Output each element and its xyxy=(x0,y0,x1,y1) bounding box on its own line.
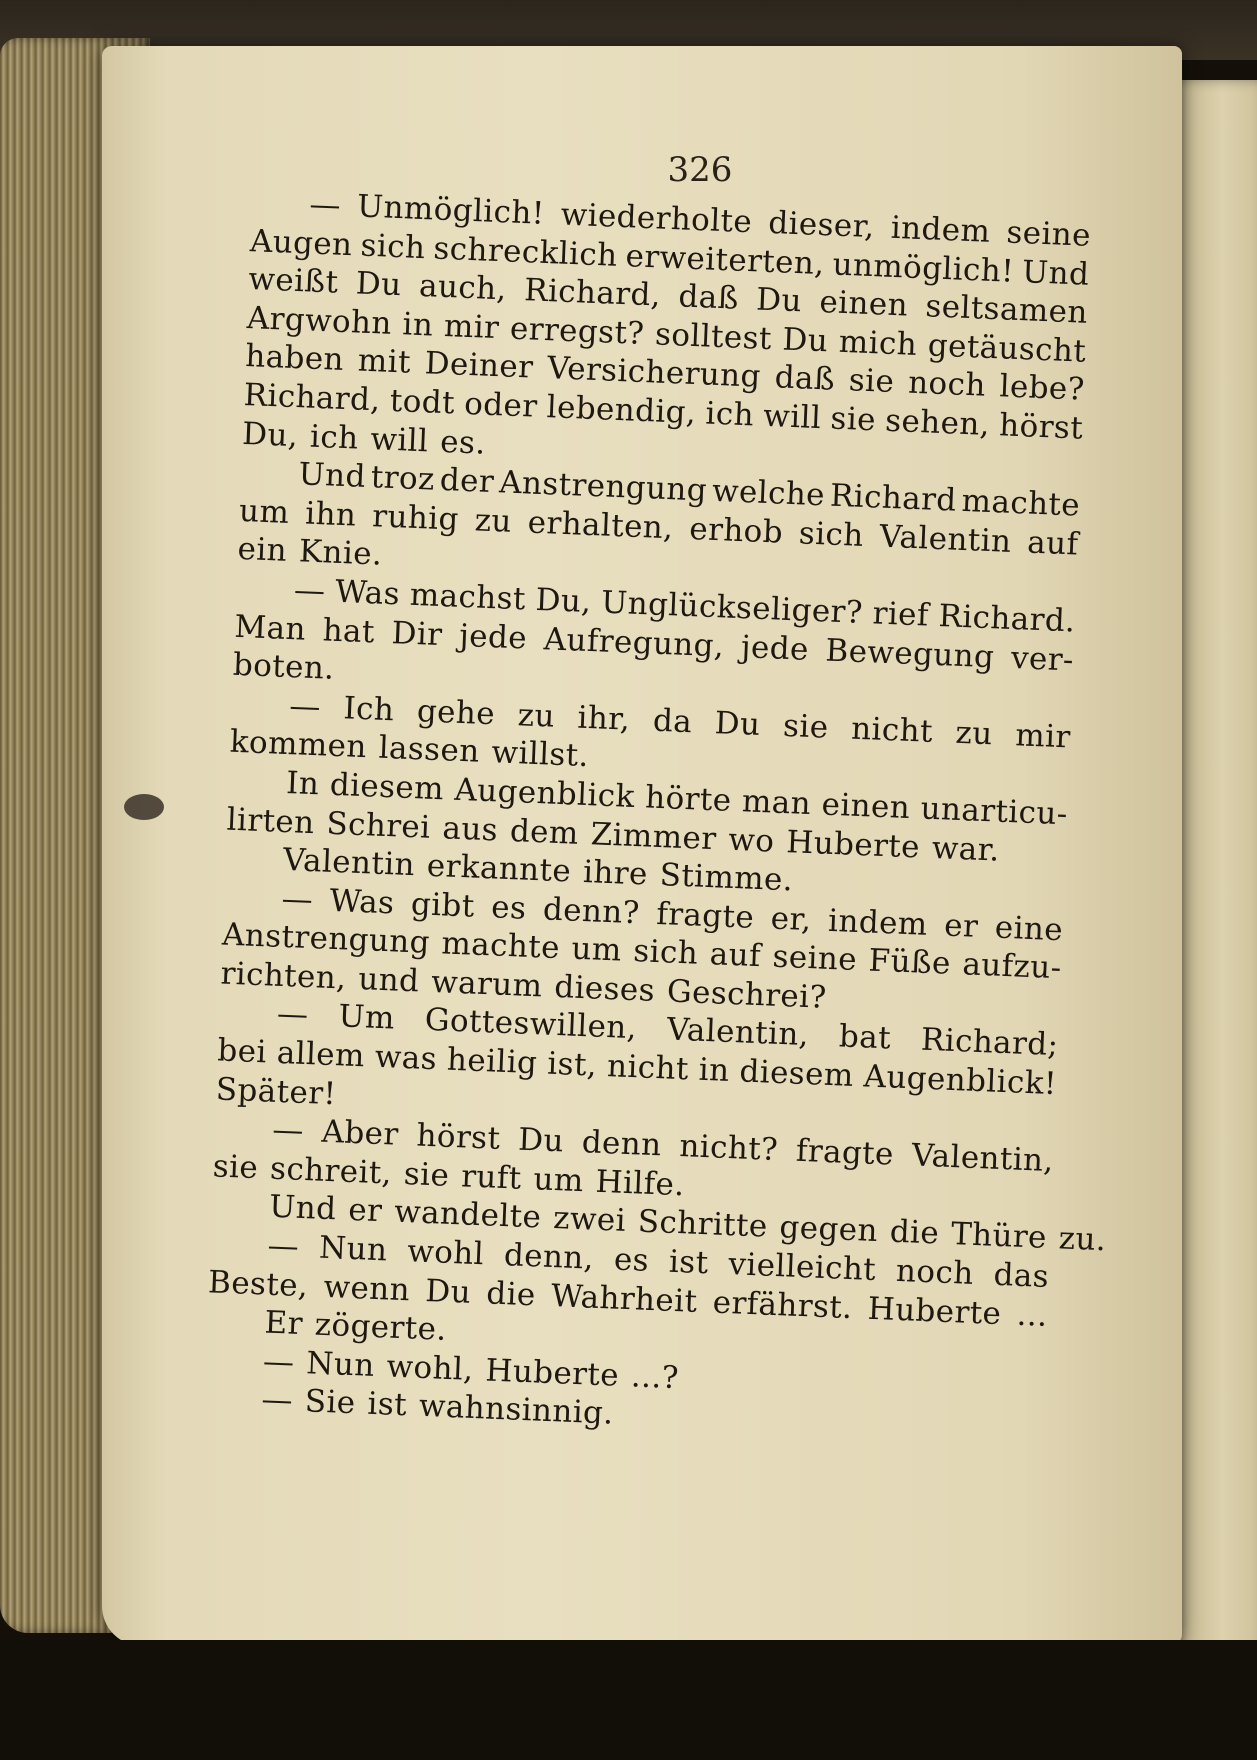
text-line: lirten Schrei aus dem Zimmer wo Huberte war. xyxy=(226,801,1001,869)
text-line: — Was gibt es denn? fragte er, indem er eine xyxy=(280,880,1064,948)
background-bottom xyxy=(0,1640,1257,1760)
text-line: bei allem was heilig ist, nicht in diesem Augenblick! xyxy=(216,1032,1058,1103)
text-line: richten, und warum dieses Geschrei? xyxy=(219,955,828,1016)
text-line: Richard, todt oder lebendig, ich will sie sehen, hörst xyxy=(243,376,1084,447)
text-line: Und er wandelte zwei Schritte gegen die Thüre zu. xyxy=(268,1189,1107,1259)
facing-page-edge xyxy=(1170,80,1257,1670)
page-stain xyxy=(124,794,164,820)
text-line: Und troz der Anstrengung welche Richard machte xyxy=(297,456,1081,524)
text-line: — Nun wohl denn, es ist vielleicht noch das xyxy=(266,1227,1050,1296)
text-line: sie schreit, sie ruft um Hilfe. xyxy=(212,1148,686,1204)
text-line: — Unmöglich! wiederholte dieser, indem seine xyxy=(308,186,1092,254)
text-line: — Ich gehe zu ihr, da Du sie nicht zu mir xyxy=(288,687,1072,756)
page-text xyxy=(203,183,1107,1451)
text-line: Später! xyxy=(215,1071,338,1112)
text-line: kommen lassen willst. xyxy=(229,724,590,775)
text-line: Du, ich will es. xyxy=(241,415,487,462)
text-line: ein Knie. xyxy=(236,531,383,573)
text-line: haben mit Deiner Versicherung daß sie noch lebe? xyxy=(244,338,1086,409)
text-line: In diesem Augenblick hörte man einen unarticu- xyxy=(285,764,1069,833)
text-line: Argwohn in mir erregst? solltest Du mich getäuscht xyxy=(246,299,1087,370)
text-line: Beste, wenn Du die Wahrheit erfährst. Huberte ... xyxy=(207,1263,1049,1334)
text-line: Augen sich schrecklich erweiterten, unmöglich! Und xyxy=(249,222,1091,293)
text-line: Valentin erkannte ihre Stimme. xyxy=(282,842,794,899)
text-line: Man hat Dir jede Aufregung, jede Bewegung ver- xyxy=(233,608,1075,679)
text-line: — Nun wohl, Huberte ...? xyxy=(262,1343,680,1397)
text-line: — Aber hörst Du denn nicht? fragte Valentin, xyxy=(271,1111,1055,1180)
page-number: 326 xyxy=(667,150,733,190)
text-line: boten. xyxy=(232,646,336,687)
text-line: Er zögerte. xyxy=(263,1304,448,1349)
paragraph xyxy=(241,183,1091,487)
text-line: — Um Gotteswillen, Valentin, bat Richard; xyxy=(276,996,1060,1064)
text-line: um ihn ruhig zu erhalten, erhob sich Valentin auf xyxy=(238,492,1080,563)
text-line: — Sie ist wahnsinnig. xyxy=(260,1381,615,1433)
text-line: weißt Du auch, Richard, daß Du einen seltsamen xyxy=(247,261,1089,331)
text-line: Anstrengung machte um sich auf seine Füße aufzu- xyxy=(221,916,1063,987)
text-line: — Was machst Du, Unglückseliger? rief Richard. xyxy=(293,572,1077,640)
